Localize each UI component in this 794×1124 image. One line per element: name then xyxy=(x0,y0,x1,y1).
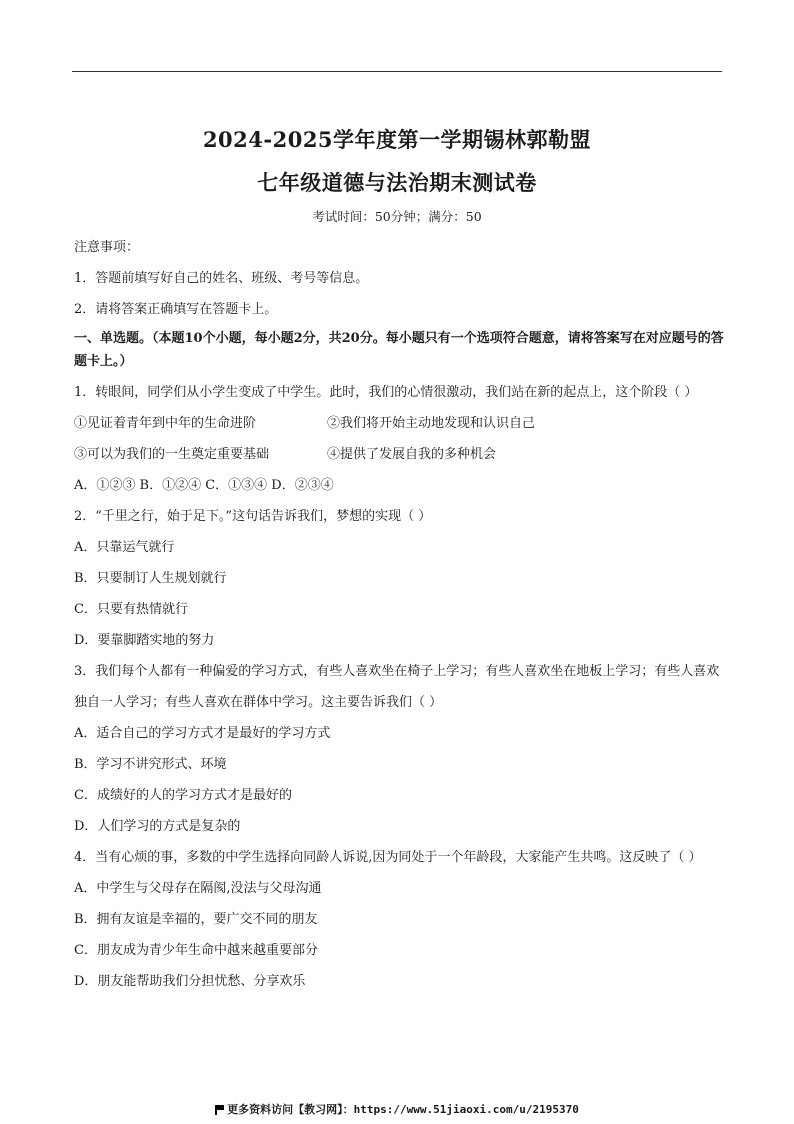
answer-option: B．学习不讲究形式、环境 xyxy=(74,757,227,772)
question-stem: 3．我们每个人都有一种偏爱的学习方式，有些人喜欢坐在椅子上学习；有些人喜欢坐在地板上学习；有些人喜欢独自一人学习；有些人喜欢在群体中学习。这主要告诉我们（ ） xyxy=(74,664,720,710)
statement: ①见证着青年到中年的生命进阶 xyxy=(74,416,257,431)
answer-option: A．适合自己的学习方式才是最好的学习方式 xyxy=(74,726,331,741)
exam-title-line1: 2024-2025学年度第一学期锡林郭勒盟 xyxy=(202,127,592,152)
answer-option: B．只要制订人生规划就行 xyxy=(74,571,227,586)
notice-item: 1．答题前填写好自己的姓名、班级、考号等信息。 xyxy=(74,271,369,286)
answer-option: D．朋友能帮助我们分担忧愁、分享欢乐 xyxy=(74,974,306,989)
answer-option: D．人们学习的方式是复杂的 xyxy=(74,819,241,834)
question-stem: 2．“千里之行，始于足下。”这句话告诉我们，梦想的实现（ ） xyxy=(74,509,432,524)
footer-link[interactable]: 更多资料访问【教习网】：https://www.51jiaoxi.com/u/2195370 xyxy=(227,1103,579,1116)
question-4 xyxy=(74,842,724,997)
answer-option: D．要靠脚踏实地的努力 xyxy=(74,633,215,648)
exam-content xyxy=(74,232,724,997)
statement-row xyxy=(74,408,724,439)
statement: ④提供了发展自我的多种机会 xyxy=(327,447,497,462)
statement: ③可以为我们的一生奠定重要基础 xyxy=(74,447,270,462)
footer xyxy=(0,1101,794,1117)
answer-option: C．朋友成为青少年生命中越来越重要部分 xyxy=(74,943,318,958)
answer-option: C．成绩好的人的学习方式才是最好的 xyxy=(74,788,292,803)
exam-subtitle: 考试时间：50分钟；满分：50 xyxy=(312,209,482,224)
question-1 xyxy=(74,377,724,501)
notice-item: 2．请将答案正确填写在答题卡上。 xyxy=(74,302,278,317)
statement: ②我们将开始主动地发现和认识自己 xyxy=(327,416,536,431)
section-heading: 一、单选题。（本题10个小题，每小题2分，共20分。每小题只有一个选项符合题意，请将答案写在对应题号的答题卡上。） xyxy=(74,331,724,369)
question-2 xyxy=(74,501,724,656)
answer-option: A．中学生与父母存在隔阂,没法与父母沟通 xyxy=(74,881,322,896)
question-stem: 1．转眼间，同学们从小学生变成了中学生。此时，我们的心情很激动，我们站在新的起点上，这个阶段（ ） xyxy=(74,385,698,400)
answer-option: A．只靠运气就行 xyxy=(74,540,175,555)
answer-option: B．拥有友谊是幸福的，要广交不同的朋友 xyxy=(74,912,318,927)
answer-option: C．只要有热情就行 xyxy=(74,602,188,617)
question-stem: 4．当有心烦的事，多数的中学生选择向同龄人诉说,因为同处于一个年龄段，大家能产生共鸣。这反映了（ ） xyxy=(74,850,702,865)
answer-options: A．①②③ B．①②④ C．①③④ D．②③④ xyxy=(74,478,334,493)
flag-icon xyxy=(215,1105,224,1114)
question-3 xyxy=(74,656,724,842)
top-rule xyxy=(72,71,722,72)
statement-row xyxy=(74,439,724,470)
notice-heading: 注意事项： xyxy=(74,240,140,255)
exam-title-line2: 七年级道德与法治期末测试卷 xyxy=(257,170,537,195)
